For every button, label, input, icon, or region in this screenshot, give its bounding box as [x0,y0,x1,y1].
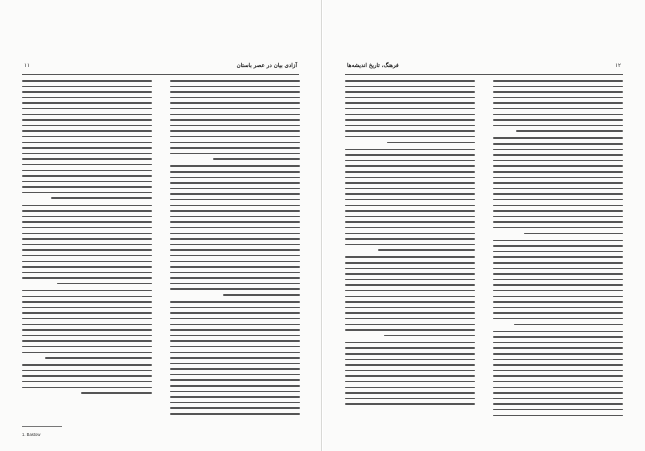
text-line [170,379,300,381]
text-line [57,283,152,285]
text-line [345,359,475,361]
text-line [213,158,300,160]
text-line [170,177,300,179]
text-line [345,193,475,195]
text-line [345,290,475,292]
text-line [22,119,152,121]
text-line [493,347,623,349]
text-line [22,272,152,274]
text-line [493,149,623,151]
text-line [345,182,475,184]
text-line [170,324,300,326]
text-line [493,97,623,99]
text-line [22,266,152,268]
text-line [345,130,475,132]
text-line [22,290,152,292]
text-line [22,375,152,377]
text-line [170,147,300,149]
text-line [493,210,623,212]
text-line [493,290,623,292]
text-line [493,273,623,275]
text-line [170,329,300,331]
text-line [51,197,152,199]
footnote: 1. Bastow [22,432,41,437]
text-line [345,108,475,110]
text-line [22,216,152,218]
right-page-column-left [345,80,475,409]
text-line [493,182,623,184]
text-line [22,233,152,235]
text-line [345,102,475,104]
right-page-header [345,62,623,75]
text-line [170,261,300,263]
text-line [493,301,623,303]
right-running-title: فرهنگ، تاریخ اندیشه‌ها [347,63,399,69]
text-line [524,233,623,235]
text-line [170,368,300,370]
text-line [493,370,623,372]
text-line [22,301,152,303]
text-line [345,296,475,298]
text-line [345,279,475,281]
text-line [22,97,152,99]
text-line [22,86,152,88]
text-line [345,381,475,383]
text-line [345,307,475,309]
text-line [345,177,475,179]
text-line [170,119,300,121]
text-line [170,80,300,82]
text-line [493,165,623,167]
text-line [493,114,623,116]
text-line [493,415,623,417]
text-line [493,284,623,286]
text-line [170,142,300,144]
text-line [345,238,475,240]
text-line [345,347,475,349]
text-line [493,342,623,344]
text-line [493,102,623,104]
left-page-column-left [22,80,152,398]
text-line [345,205,475,207]
text-line [170,130,300,132]
text-line [170,402,300,404]
text-line [22,227,152,229]
text-line [170,171,300,173]
text-line [345,227,475,229]
text-line [170,307,300,309]
text-line [493,251,623,253]
text-line [22,147,152,149]
text-line [387,142,475,144]
text-line [345,165,475,167]
text-line [493,268,623,270]
text-line [170,193,300,195]
text-line [493,245,623,247]
text-line [516,130,623,132]
text-line [345,387,475,389]
text-line [170,205,300,207]
text-line [170,396,300,398]
text-line [170,407,300,409]
text-line [22,80,152,82]
text-line [170,301,300,303]
text-line [22,255,152,257]
text-line [22,221,152,223]
text-line [170,227,300,229]
text-line [22,329,152,331]
text-line [345,199,475,201]
text-line [22,130,152,132]
text-line [345,216,475,218]
text-line [493,375,623,377]
text-line [22,277,152,279]
text-line [81,392,153,394]
text-line [493,296,623,298]
text-line [493,221,623,223]
text-line [22,181,152,183]
text-line [345,119,475,121]
text-line [170,86,300,88]
text-line [170,165,300,167]
text-line [493,199,623,201]
left-page-header [22,62,299,75]
text-line [345,262,475,264]
text-line [170,153,300,155]
text-line [493,205,623,207]
text-line [345,244,475,246]
text-line [345,210,475,212]
text-line [378,249,476,251]
text-line [493,216,623,218]
text-line [170,357,300,359]
text-line [22,312,152,314]
text-line [345,312,475,314]
text-line [345,86,475,88]
text-line [170,340,300,342]
text-line [170,374,300,376]
text-line [170,125,300,127]
left-page-column-right [170,80,300,419]
text-line [170,188,300,190]
text-line [345,364,475,366]
text-line [170,391,300,393]
text-line [22,261,152,263]
text-line [493,364,623,366]
text-line [22,318,152,320]
left-running-title: آزادی بیان در عصر باستان [236,63,297,69]
text-line [493,108,623,110]
text-line [170,182,300,184]
text-line [170,233,300,235]
text-line [170,272,300,274]
text-line [22,114,152,116]
text-line [22,186,152,188]
text-line [22,175,152,177]
text-line [22,91,152,93]
text-line [170,318,300,320]
text-line [22,192,152,194]
text-line [170,199,300,201]
text-line [493,143,623,145]
text-line [170,136,300,138]
text-line [170,277,300,279]
text-line [493,91,623,93]
text-line [493,409,623,411]
text-line [170,413,300,415]
text-line [170,91,300,93]
text-line [345,403,475,405]
text-line [345,318,475,320]
text-line [493,177,623,179]
text-line [170,283,300,285]
text-line [493,387,623,389]
text-line [493,336,623,338]
text-line [345,188,475,190]
text-line [493,307,623,309]
text-line [22,238,152,240]
text-line [170,210,300,212]
text-line [493,318,623,320]
text-line [345,171,475,173]
text-line [22,142,152,144]
text-line [170,102,300,104]
text-line [345,268,475,270]
text-line [345,392,475,394]
text-line [345,375,475,377]
text-line [22,370,152,372]
text-line [345,342,475,344]
text-line [493,227,623,229]
text-line [22,210,152,212]
text-line [493,125,623,127]
text-line [22,296,152,298]
text-line [22,324,152,326]
text-line [170,249,300,251]
text-line [45,357,152,359]
text-line [493,403,623,405]
text-line [170,108,300,110]
text-line [170,266,300,268]
text-line [170,97,300,99]
text-line [345,353,475,355]
text-line [22,307,152,309]
text-line [345,233,475,235]
text-line [22,108,152,110]
text-line [22,205,152,207]
text-line [170,216,300,218]
text-line [22,249,152,251]
text-line [22,340,152,342]
right-page [323,0,645,451]
text-line [493,392,623,394]
text-line [22,136,152,138]
right-page-number: ۱۲ [615,63,621,69]
text-line [170,255,300,257]
left-page-number: ۱۱ [24,63,30,69]
text-line [493,256,623,258]
text-line [170,288,300,290]
text-line [345,398,475,400]
text-line [345,136,475,138]
text-line [170,221,300,223]
text-line [345,301,475,303]
text-line [170,352,300,354]
text-line [493,240,623,242]
text-line [22,346,152,348]
text-line [170,335,300,337]
text-line [345,284,475,286]
text-line [345,114,475,116]
text-line [493,193,623,195]
left-page [0,0,322,451]
text-line [345,370,475,372]
text-line [493,160,623,162]
text-line [345,149,475,151]
footnote-rule [22,426,62,427]
text-line [170,363,300,365]
text-line [493,262,623,264]
text-line [22,102,152,104]
text-line [345,154,475,156]
text-line [345,273,475,275]
text-line [345,221,475,223]
text-line [493,381,623,383]
text-line [493,119,623,121]
text-line [493,353,623,355]
text-line [22,381,152,383]
right-page-column-right [493,80,623,420]
text-line [170,312,300,314]
text-line [170,238,300,240]
text-line [384,335,475,337]
text-line [345,80,475,82]
text-line [514,324,623,326]
text-line [345,329,475,331]
text-line [493,86,623,88]
text-line [493,279,623,281]
text-line [493,359,623,361]
text-line [493,154,623,156]
text-line [493,398,623,400]
text-line [493,312,623,314]
text-line [345,125,475,127]
text-line [22,364,152,366]
text-line [22,170,152,172]
text-line [22,387,152,389]
text-line [22,125,152,127]
text-line [22,335,152,337]
text-line [22,244,152,246]
text-line [493,171,623,173]
text-line [22,352,152,354]
text-line [493,188,623,190]
text-line [170,244,300,246]
text-line [223,294,300,296]
text-line [493,80,623,82]
text-line [22,153,152,155]
text-line [493,331,623,333]
text-line [170,346,300,348]
text-line [170,385,300,387]
text-line [170,114,300,116]
text-line [345,324,475,326]
text-line [345,256,475,258]
text-line [22,164,152,166]
text-line [345,160,475,162]
text-line [345,97,475,99]
text-line [493,137,623,139]
text-line [22,158,152,160]
text-line [345,91,475,93]
